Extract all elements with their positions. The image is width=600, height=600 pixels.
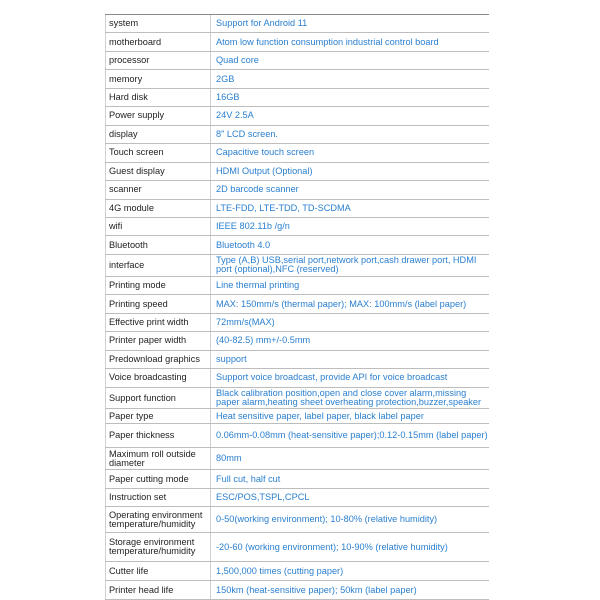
- spec-value: Black calibration position,open and close cover alarm,missing paper alarm,heating sheet overheating protection,buzzer,speaker: [216, 388, 482, 408]
- spec-label: Voice broadcasting: [105, 369, 211, 386]
- spec-row-memory: [105, 69, 489, 87]
- spec-label: Support function: [105, 388, 211, 409]
- spec-value: Bluetooth 4.0: [216, 239, 271, 250]
- spec-row-scanner: [105, 180, 489, 198]
- spec-label: Storage environment temperature/humidity: [105, 533, 211, 561]
- spec-label: processor: [105, 52, 211, 69]
- spec-row-paper-type: [105, 408, 489, 423]
- spec-table: [105, 14, 489, 600]
- spec-row-support-function: [105, 387, 489, 409]
- spec-row-maximum-roll: [105, 447, 489, 469]
- spec-label: display: [105, 126, 211, 143]
- spec-row-guest-display: [105, 162, 489, 180]
- spec-label: motherboard: [105, 33, 211, 50]
- spec-row-effective-print-width: [105, 313, 489, 331]
- spec-value: 2GB: [216, 73, 235, 84]
- spec-label: Effective print width: [105, 314, 211, 331]
- spec-row-cutter-life: [105, 561, 489, 580]
- spec-value: 72mm/s(MAX): [216, 316, 275, 327]
- spec-value: 0-50(working environment); 10-80% (relative humidity): [216, 514, 438, 525]
- spec-value: 1,500,000 times (cutting paper): [216, 565, 344, 576]
- spec-row-4g-module: [105, 199, 489, 217]
- spec-row-printer-paper-width: [105, 331, 489, 349]
- spec-row-wifi: [105, 217, 489, 235]
- spec-value: Support for Android 11: [216, 18, 308, 29]
- spec-value: 24V 2.5A: [216, 110, 254, 121]
- spec-value: MAX: 150mm/s (thermal paper); MAX: 100mm/s (label paper): [216, 298, 467, 309]
- spec-label: Guest display: [105, 163, 211, 180]
- spec-row-paper-cutting-mode: [105, 469, 489, 487]
- spec-row-power-supply: [105, 106, 489, 124]
- spec-value: Atom low function consumption industrial control board: [216, 36, 439, 47]
- spec-value: support: [216, 353, 247, 364]
- spec-label: Printing speed: [105, 295, 211, 312]
- spec-value: 150km (heat-sensitive paper); 50km (label paper): [216, 584, 417, 595]
- spec-label: Cutter life: [105, 562, 211, 580]
- spec-row-display: [105, 125, 489, 143]
- spec-row-printing-mode: [105, 276, 489, 294]
- spec-label: Maximum roll outside diameter: [105, 448, 211, 469]
- spec-label: scanner: [105, 181, 211, 198]
- spec-value: 16GB: [216, 92, 240, 103]
- spec-value: -20-60 (working environment); 10-90% (relative humidity): [216, 541, 448, 552]
- spec-row-paper-thickness: [105, 423, 489, 447]
- spec-label: Operating environment temperature/humidity: [105, 507, 211, 532]
- spec-row-touch-screen: [105, 143, 489, 161]
- spec-value: Quad core: [216, 55, 259, 66]
- spec-value: IEEE 802.11b /g/n: [216, 221, 290, 232]
- spec-value: HDMI Output (Optional): [216, 165, 313, 176]
- spec-row-hard-disk: [105, 88, 489, 106]
- spec-row-processor: [105, 51, 489, 69]
- spec-row-interface: [105, 254, 489, 276]
- spec-value: 80mm: [216, 453, 242, 464]
- spec-label: Printer paper width: [105, 332, 211, 349]
- spec-label: Paper cutting mode: [105, 470, 211, 487]
- spec-value: (40-82.5) mm+/-0.5mm: [216, 335, 311, 346]
- spec-row-system: [105, 14, 489, 32]
- spec-row-voice-broadcasting: [105, 368, 489, 386]
- spec-label: wifi: [105, 218, 211, 235]
- spec-label: Power supply: [105, 107, 211, 124]
- spec-label: Printer head life: [105, 581, 211, 599]
- spec-label: interface: [105, 255, 211, 276]
- spec-row-motherboard: [105, 32, 489, 50]
- spec-row-operating-environment: [105, 506, 489, 532]
- spec-row-storage-environment: [105, 532, 489, 561]
- spec-label: Instruction set: [105, 489, 211, 506]
- spec-label: Paper type: [105, 409, 211, 423]
- spec-row-printer-head-life: [105, 580, 489, 599]
- spec-row-predownload-graphics: [105, 350, 489, 368]
- spec-value: Capacitive touch screen: [216, 147, 315, 158]
- spec-label: 4G module: [105, 200, 211, 217]
- spec-label: Printing mode: [105, 277, 211, 294]
- spec-value: LTE-FDD, LTE-TDD, TD-SCDMA: [216, 202, 351, 213]
- spec-value: Support voice broadcast, provide API for voice broadcast: [216, 372, 448, 383]
- spec-label: Paper thickness: [105, 424, 211, 447]
- spec-value: 2D barcode scanner: [216, 184, 299, 195]
- spec-label: Touch screen: [105, 144, 211, 161]
- spec-value: ESC/POS,TSPL,CPCL: [216, 492, 310, 502]
- spec-value: Line thermal printing: [216, 280, 300, 291]
- spec-label: Predownload graphics: [105, 351, 211, 368]
- spec-value: Full cut, half cut: [216, 473, 281, 484]
- spec-value: Heat sensitive paper, label paper, black label paper: [216, 410, 424, 421]
- spec-label: Bluetooth: [105, 236, 211, 253]
- spec-value: 8" LCD screen.: [216, 128, 278, 139]
- spec-row-instruction-set: [105, 488, 489, 506]
- spec-label: memory: [105, 70, 211, 87]
- spec-row-bluetooth: [105, 235, 489, 253]
- spec-value: Type (A,B) USB,serial port,network port,cash drawer port, HDMI port (optional),NFC (reserved): [216, 255, 477, 275]
- spec-value: 0.06mm-0.08mm (heat-sensitive paper);0.12-0.15mm (label paper): [216, 430, 488, 441]
- spec-label: Hard disk: [105, 89, 211, 106]
- spec-label: system: [105, 15, 211, 32]
- spec-row-printing-speed: [105, 294, 489, 312]
